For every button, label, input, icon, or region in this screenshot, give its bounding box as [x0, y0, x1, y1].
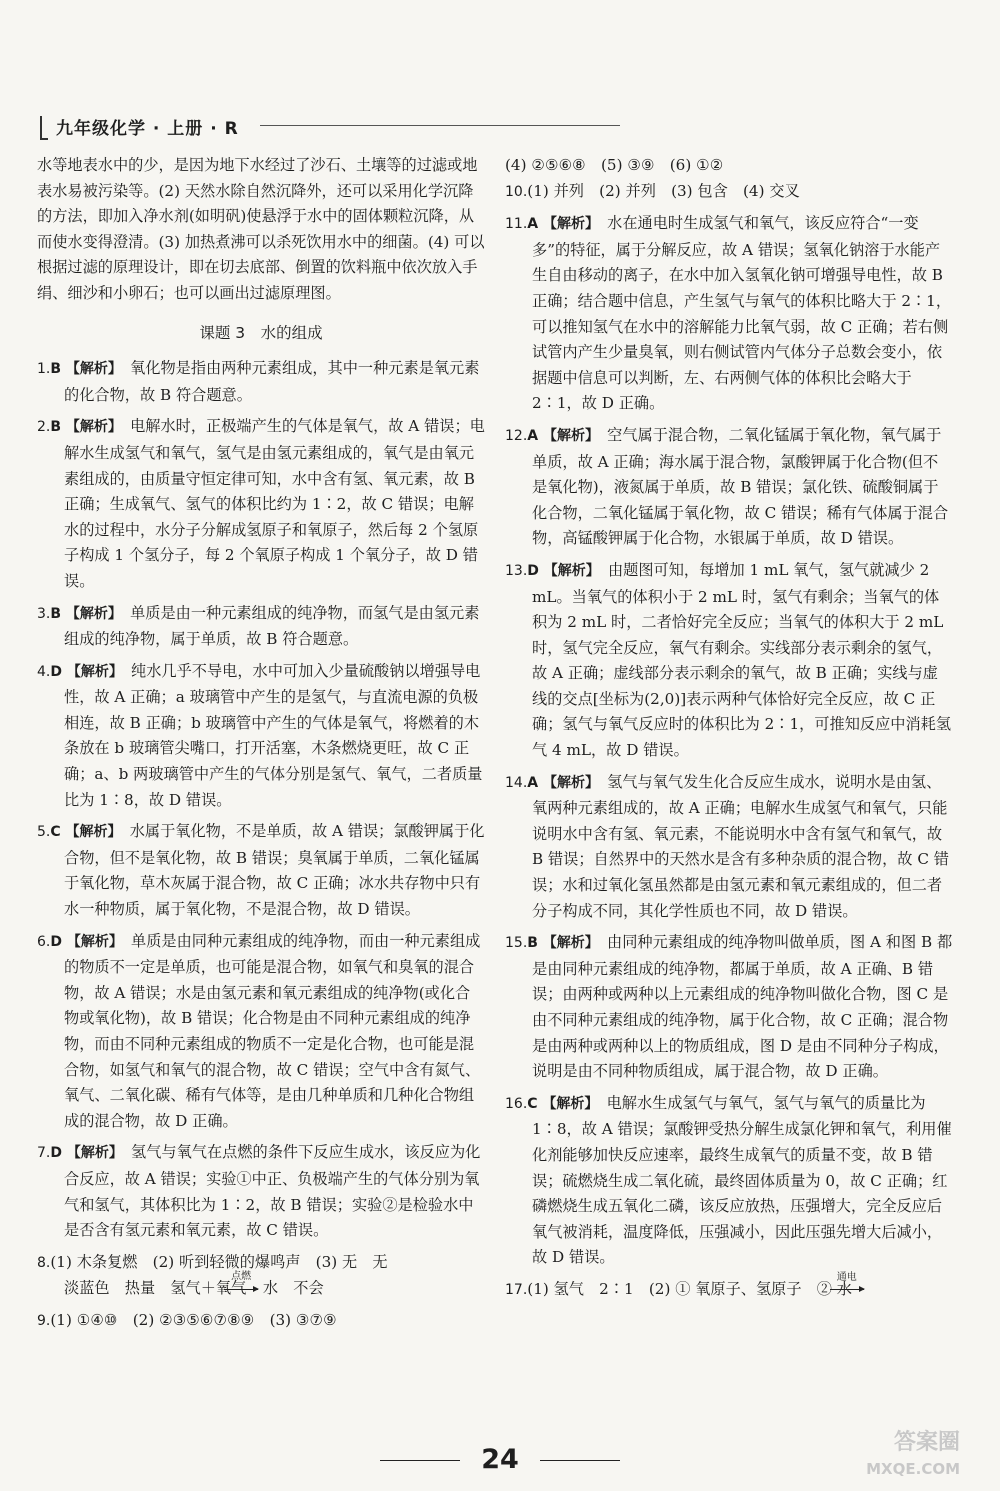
- answer-number: 5.: [37, 824, 51, 841]
- answer-number: 2.: [37, 419, 51, 436]
- intro-paragraph: 水等地表水中的少，是因为地下水经过了沙石、土壤等的过滤或地表水易被污染等。(2) 天然水除自然沉降外，还可以采用化学沉降的方法，即加入净水剂(如明矾)使悬浮于水中的固体颗粒沉降，从而使水变得澄清。(3) 加热煮沸可以杀死饮用水中的细菌。(4) 可以根据过滤的原理设计，即在切去底部、倒置的饮料瓶中依次放入手绢、细沙和小卵石；也可以画出过滤原理图。: [37, 156, 485, 302]
- answer-key: D 【解析】: [50, 1145, 116, 1162]
- answer-item: [505, 930, 953, 1085]
- answer-number: 14.: [505, 774, 528, 791]
- answer-number: 10.: [505, 183, 528, 200]
- arrow-icon: [830, 1289, 864, 1290]
- watermark-line1: 答案圈: [893, 1430, 960, 1455]
- answer-key: B 【解析】: [527, 935, 592, 952]
- arrow-icon: [224, 1289, 258, 1290]
- answer-explanation: 由题图可知，每增加 1 mL 氧气，氢气就减少 2 mL。当氧气的体积小于 2 mL 时，氢气有剩余；当氧气的体积为 2 mL 时，二者恰好完全反应；当氧气的体积大于 2 mL 时，氢气完全反应，氧气有剩余。实线部分表示剩余的氢气，故 A 正确；虚线部分表示剩余的氧气，故 B 正确；实线与虚线的交点[坐标为(2,0)]表示两种气体恰好完全反应，故 C 正确；氢气与氧气反应时的体积比为 2∶1，可推知反应中消耗氢气 4 mL，故 D 错误。: [532, 560, 952, 760]
- answer-explanation: 电解水时，正极端产生的气体是氧气，故 A 错误；电解水生成氢气和氧气，氢气是由氢元素组成的，氧气是由氧元素组成的，由质量守恒定律可知，水中含有氢、氧元素，故 B 正确；生成氧气、氢气的体积比约为 1∶2，故 C 错误；电解水的过程中，水分子分解成氢原子和氧原子，然后每 2 个氢原子构成 1 个氢分子，每 2 个氧原子构成 1 个氧分子，故 D 错误。: [64, 417, 485, 590]
- answer-number: 13.: [505, 562, 528, 579]
- answer-explanation: 氢气与氧气发生化合反应生成水，说明水是由氢、氧两种元素组成的，故 A 正确；电解水生成氢气和氧气，只能说明水中含有氢、氧元素，不能说明水中含有氢气和氧气，故 B 错误；自然界中的天然水是含有多种杂质的混合物，故 C 错误；水和过氧化氢虽然都是由氢元素和氧元素组成的，但二者分子构成不同，其化学性质也不同，故 D 错误。: [532, 772, 949, 920]
- answer-explanation: 水属于氧化物，不是单质，故 A 错误；氯酸钾属于化合物，但不是氧化物，故 B 错误；臭氧属于单质，二氧化锰属于氧化物，草木灰属于混合物，故 C 正确；冰水共存物中只有水一种物质，属于氧化物，不是混合物，故 D 错误。: [64, 822, 485, 919]
- answer-key: B 【解析】: [50, 361, 115, 378]
- left-items: [37, 356, 485, 1244]
- answer-9: [37, 1308, 485, 1335]
- watermark: [866, 1430, 960, 1482]
- reaction-arrow: [231, 1271, 258, 1302]
- answer-explanation: 空气属于混合物，二氧化锰属于氧化物，氧气属于单质，故 A 正确；海水属于混合物，氯酸钾属于化合物(但不是氧化物)，液氮属于单质，故 B 错误；氯化铁、硫酸铜属于化合物，二氧化锰属于氧化物，故 C 错误；稀有气体属于混合物，高锰酸钾属于化合物，水银属于单质，故 D 错误。: [532, 425, 949, 548]
- watermark-line2: MXQE.COM: [866, 1460, 960, 1478]
- answer-explanation: 单质是由同种元素组成的纯净物，而由一种元素组成的物质不一定是单质，也可能是混合物，如氧气和臭氧的混合物，故 A 错误；水是由氢元素和氧元素组成的纯净物(或化合物或氧化物)，故 B 错误；化合物是由不同种元素组成的纯净物，而由不同种元素组成的物质不一定是化合物，也可能是混合物，如氢气和氧气的混合物，故 C 错误；空气中含有氮气、氧气、二氧化碳、稀有气体等，是由几种单质和几种化合物组成的混合物，故 D 正确。: [64, 931, 481, 1130]
- answer-key: D 【解析】: [50, 663, 116, 680]
- right-column: [505, 153, 953, 1310]
- answer-key: C 【解析】: [527, 1095, 592, 1112]
- answer-key: B 【解析】: [50, 419, 115, 436]
- answer-key: B 【解析】: [50, 605, 115, 622]
- answer-explanation: 氧化物是指由两种元素组成，其中一种元素是氧元素的化合物，故 B 符合题意。: [64, 359, 480, 404]
- reaction-arrow: [836, 1271, 864, 1303]
- answer-explanation: 单质是由一种元素组成的纯净物，而氢气是由氢元素组成的纯净物，属于单质，故 B 符合题意。: [64, 603, 480, 649]
- answer-key: A 【解析】: [527, 427, 592, 444]
- answer-item: [37, 601, 485, 653]
- page-footer: [0, 1440, 1000, 1480]
- answer-item: [37, 659, 485, 814]
- answer-number: 3.: [37, 605, 51, 622]
- answer-number: 8.: [37, 1254, 51, 1271]
- answer-number: 9.: [37, 1312, 51, 1329]
- answer-8-line2b: 水 不会: [262, 1279, 324, 1298]
- answer-item: [37, 929, 485, 1135]
- answer-key: C 【解析】: [50, 824, 115, 841]
- answer-item: [505, 558, 953, 764]
- answer-9-continued: (4) ②⑤⑥⑧ (5) ③⑨ (6) ①②: [505, 156, 724, 174]
- answer-number: 16.: [505, 1095, 528, 1112]
- header-title: 九年级化学 · 上册 · R: [56, 119, 239, 139]
- answer-key: D 【解析】: [50, 933, 116, 950]
- answer-number: 6.: [37, 933, 51, 950]
- answer-item: [505, 770, 953, 925]
- answer-item: [505, 1091, 953, 1271]
- answer-9-text: (1) ①④⑩ (2) ②③⑤⑥⑦⑧⑨ (3) ③⑦⑨: [50, 1310, 337, 1329]
- answer-number: 11.: [505, 216, 528, 233]
- answer-number: 15.: [505, 935, 528, 952]
- page-number: 24: [481, 1444, 519, 1475]
- answer-8-line2a: 淡蓝色 热量 氢气＋氧气: [64, 1279, 247, 1298]
- answer-number: 4.: [37, 663, 51, 680]
- header-bracket: [40, 116, 48, 140]
- answer-item: [37, 1140, 485, 1243]
- answer-explanation: 水在通电时生成氢气和氧气，该反应符合“一变多”的特征，属于分解反应，故 A 错误；氢氧化钠溶于水能产生自由移动的离子，在水中加入氢氧化钠可增强导电性，故 B 正确；结合题中信息，产生氢气与氧气的体积比略大于 2∶1，可以推知氢气在水中的溶解能力比氧气弱，故 C 正确；若右侧试管内产生少量臭氧，则右侧试管内气体分子总数会变小，依据题中信息可以判断，左、右两侧气体的体积比会略大于 2∶1，故 D 正确。: [532, 214, 952, 413]
- answer-item: [37, 819, 485, 922]
- left-column: [37, 153, 485, 1341]
- answer-item: [37, 356, 485, 408]
- section-title: 课题 3 水的组成: [199, 323, 323, 342]
- answer-17: [505, 1271, 953, 1304]
- answer-item: [505, 423, 953, 552]
- answer-17-text: (1) 氢气 2∶1 (2) ① 氧原子、氢原子 ② 水: [527, 1279, 852, 1298]
- answer-10: [505, 179, 953, 206]
- answer-8: [37, 1250, 485, 1302]
- answer-10-text: (1) 并列 (2) 并列 (3) 包含 (4) 交叉: [527, 181, 800, 200]
- answer-explanation: 电解水生成氢气与氧气，氢气与氧气的质量比为 1∶8，故 A 错误；氯酸钾受热分解生成氯化钾和氧气，利用催化剂能够加快反应速率，最终生成氧气的质量不变，故 B 错误；硫燃烧生成二氧化硫，最终固体质量为 0，故 C 正确；红磷燃烧生成五氧化二磷，该反应放热，压强增大，完全反应后氧气被消耗，温度降低，压强减小，因此压强先增大后减小，故 D 错误。: [532, 1093, 952, 1267]
- answer-key: D 【解析】: [527, 562, 593, 579]
- footer-rule-right: [540, 1460, 620, 1461]
- answer-item: [37, 414, 485, 594]
- answer-explanation: 纯水几乎不导电，水中可加入少量硫酸钠以增强导电性，故 A 正确；a 玻璃管中产生的是氢气，与直流电源的负极相连，故 B 正确；b 玻璃管中产生的气体是氧气，将燃着的木条放在 b 玻璃管尖嘴口，打开活塞，木条燃烧更旺，故 C 正确；a、b 两玻璃管中产生的气体分别是氢气、氧气，二者质量比为 1∶8，故 D 错误。: [64, 661, 483, 809]
- answer-number: 17.: [505, 1281, 528, 1298]
- header-rule: [260, 125, 620, 126]
- answer-item: [505, 211, 953, 417]
- answer-number: 1.: [37, 361, 51, 378]
- right-items: [505, 211, 953, 1271]
- footer-rule-left: [380, 1460, 460, 1461]
- answer-number: 12.: [505, 427, 528, 444]
- answer-number: 7.: [37, 1145, 51, 1162]
- answer-key: A 【解析】: [527, 216, 592, 233]
- answer-8-line1: (1) 木条复燃 (2) 听到轻微的爆鸣声 (3) 无 无: [50, 1252, 388, 1271]
- answer-key: A 【解析】: [527, 774, 592, 791]
- page-header: [40, 112, 620, 138]
- answer-explanation: 氢气与氧气在点燃的条件下反应生成水，该反应为化合反应，故 A 错误；实验①中正、负极端产生的气体分别为氧气和氢气，其体积比为 1∶2，故 B 错误；实验②是检验水中是否含有氢元素和氧元素，故 C 错误。: [64, 1143, 481, 1240]
- reaction-condition: 通电: [836, 1271, 857, 1283]
- answer-explanation: 由同种元素组成的纯净物叫做单质，图 A 和图 B 都是由同种元素组成的纯净物，都属于单质，故 A 正确、B 错误；由两种或两种以上元素组成的纯净物叫做化合物，图 C 是由不同种元素组成的纯净物，属于化合物，故 C 正确；混合物是由两种或两种以上的物质组成，图 D 是由不同种分子构成，说明是由不同种物质组成，属于混合物，故 D 正确。: [532, 933, 953, 1081]
- reaction-condition: 点燃: [231, 1271, 252, 1283]
